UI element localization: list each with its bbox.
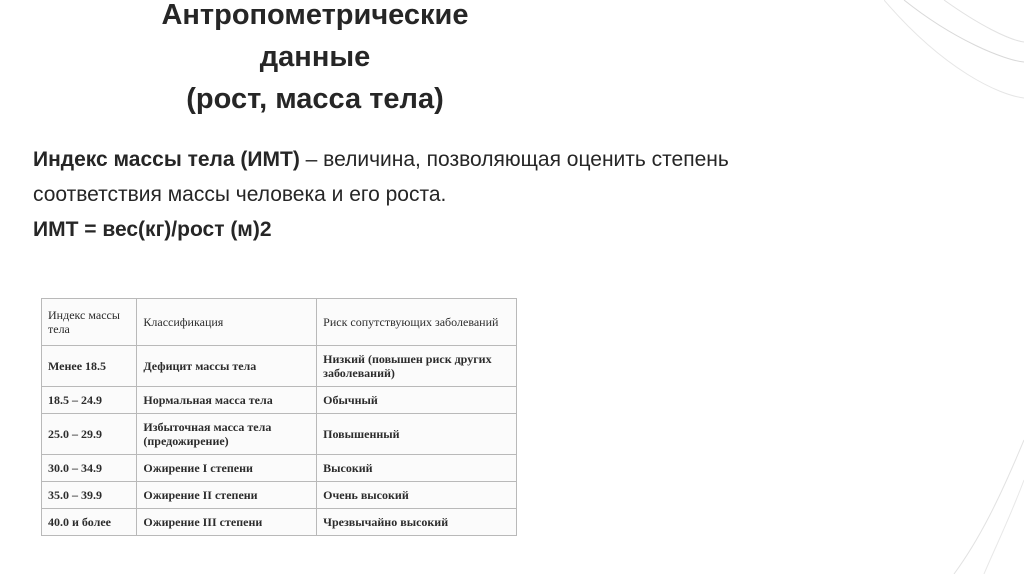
definition-line-1 <box>33 142 993 177</box>
bmi-formula: ИМТ = вес(кг)/рост (м)2 <box>33 218 272 241</box>
cell-risk: Чрезвычайно высокий <box>317 509 517 536</box>
cell-classification: Избыточная масса тела (предожирение) <box>137 414 317 455</box>
table-row <box>42 414 517 455</box>
cell-classification: Ожирение III степени <box>137 509 317 536</box>
cell-risk: Высокий <box>317 455 517 482</box>
definition-term: Индекс массы тела (ИМТ) <box>33 148 300 171</box>
cell-bmi: 30.0 – 34.9 <box>42 455 137 482</box>
table-row <box>42 346 517 387</box>
slide-title-line-1: Антропометрические <box>161 0 469 31</box>
decorative-corner-curves <box>884 0 1024 574</box>
header-classification: Классификация <box>137 299 317 346</box>
cell-risk: Низкий (повышен риск других заболеваний) <box>317 346 517 387</box>
slide-title <box>100 0 530 120</box>
cell-bmi: 18.5 – 24.9 <box>42 387 137 414</box>
cell-bmi: 35.0 – 39.9 <box>42 482 137 509</box>
slide-title-line-3: (рост, масса тела) <box>186 83 444 115</box>
definition-text: – величина, позволяющая оценить степень <box>299 148 729 171</box>
table-row <box>42 455 517 482</box>
definition-line-2: соответствия массы человека и его роста. <box>33 183 447 206</box>
table-row <box>42 387 517 414</box>
cell-classification: Ожирение II степени <box>137 482 317 509</box>
cell-risk: Обычный <box>317 387 517 414</box>
table-row <box>42 482 517 509</box>
header-risk: Риск сопутствующих заболеваний <box>317 299 517 346</box>
cell-classification: Нормальная масса тела <box>137 387 317 414</box>
cell-risk: Повышенный <box>317 414 517 455</box>
slide-title-line-2: данные <box>259 41 371 73</box>
table-header-row <box>42 299 517 346</box>
cell-classification: Дефицит массы тела <box>137 346 317 387</box>
bmi-classification-table <box>41 298 517 536</box>
bmi-definition <box>33 142 993 247</box>
cell-bmi: Менее 18.5 <box>42 346 137 387</box>
cell-risk: Очень высокий <box>317 482 517 509</box>
cell-bmi: 40.0 и более <box>42 509 137 536</box>
header-bmi: Индекс массы тела <box>42 299 137 346</box>
table-row <box>42 509 517 536</box>
cell-classification: Ожирение I степени <box>137 455 317 482</box>
cell-bmi: 25.0 – 29.9 <box>42 414 137 455</box>
